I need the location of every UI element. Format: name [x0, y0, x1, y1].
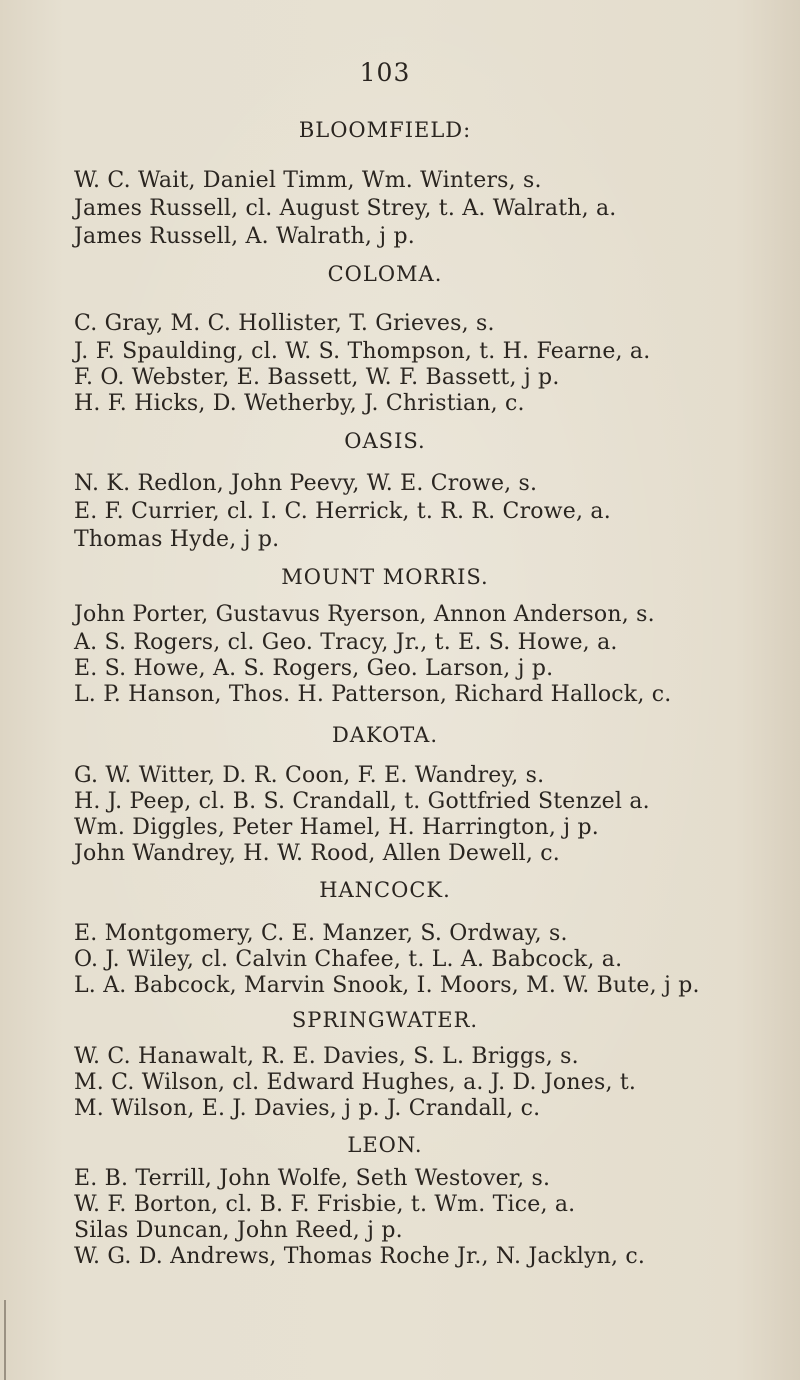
section-line: M. Wilson, E. J. Davies, j p. J. Crandall, c.	[74, 1096, 541, 1121]
section-title-dakota: DAKOTA.	[331, 723, 439, 747]
section-line: W. C. Hanawalt, R. E. Davies, S. L. Briggs, s.	[74, 1044, 579, 1069]
page-edge-mark	[4, 1300, 6, 1380]
section-line: James Russell, cl. August Strey, t. A. Walrath, a.	[74, 196, 617, 221]
section-line: John Porter, Gustavus Ryerson, Annon Anderson, s.	[74, 602, 655, 627]
section-title-bloomfield: BLOOMFIELD:	[298, 118, 472, 142]
section-line: H. J. Peep, cl. B. S. Crandall, t. Gottfried Stenzel a.	[74, 789, 650, 814]
section-line: F. O. Webster, E. Bassett, W. F. Bassett, j p.	[74, 365, 560, 390]
section-title-mount-morris: MOUNT MORRIS.	[281, 565, 489, 589]
section-title-leon: LEON.	[347, 1133, 423, 1157]
section-line: James Russell, A. Walrath, j p.	[74, 224, 415, 249]
section-line: E. S. Howe, A. S. Rogers, Geo. Larson, j p.	[74, 656, 554, 681]
section-line: A. S. Rogers, cl. Geo. Tracy, Jr., t. E. S. Howe, a.	[74, 630, 618, 655]
section-line: W. G. D. Andrews, Thomas Roche Jr., N. Jacklyn, c.	[74, 1244, 646, 1269]
section-line: E. F. Currier, cl. I. C. Herrick, t. R. R. Crowe, a.	[74, 499, 611, 524]
section-line: Thomas Hyde, j p.	[74, 527, 280, 552]
section-line: H. F. Hicks, D. Wetherby, J. Christian, c.	[74, 391, 525, 416]
page-number: 103	[359, 58, 411, 87]
section-line: L. P. Hanson, Thos. H. Patterson, Richard Hallock, c.	[74, 682, 672, 707]
section-line: Wm. Diggles, Peter Hamel, H. Harrington, j p.	[74, 815, 599, 840]
section-line: N. K. Redlon, John Peevy, W. E. Crowe, s.	[74, 471, 538, 496]
section-line: John Wandrey, H. W. Rood, Allen Dewell, c.	[74, 841, 560, 866]
section-title-springwater: SPRINGWATER.	[291, 1008, 479, 1032]
section-line: M. C. Wilson, cl. Edward Hughes, a. J. D. Jones, t.	[74, 1070, 637, 1095]
section-line: E. Montgomery, C. E. Manzer, S. Ordway, s.	[74, 921, 568, 946]
section-line: W. F. Borton, cl. B. F. Frisbie, t. Wm. Tice, a.	[74, 1192, 576, 1217]
section-line: G. W. Witter, D. R. Coon, F. E. Wandrey, s.	[74, 763, 545, 788]
section-line: L. A. Babcock, Marvin Snook, I. Moors, M. W. Bute, j p.	[74, 973, 700, 998]
section-line: W. C. Wait, Daniel Timm, Wm. Winters, s.	[74, 168, 542, 193]
section-line: Silas Duncan, John Reed, j p.	[74, 1218, 403, 1243]
section-title-hancock: HANCOCK.	[319, 878, 451, 902]
section-title-coloma: COLOMA.	[327, 262, 443, 286]
section-line: C. Gray, M. C. Hollister, T. Grieves, s.	[74, 311, 495, 336]
section-line: O. J. Wiley, cl. Calvin Chafee, t. L. A. Babcock, a.	[74, 947, 623, 972]
section-title-oasis: OASIS.	[344, 429, 426, 453]
section-line: J. F. Spaulding, cl. W. S. Thompson, t. H. Fearne, a.	[74, 339, 651, 364]
section-line: E. B. Terrill, John Wolfe, Seth Westover, s.	[74, 1166, 551, 1191]
